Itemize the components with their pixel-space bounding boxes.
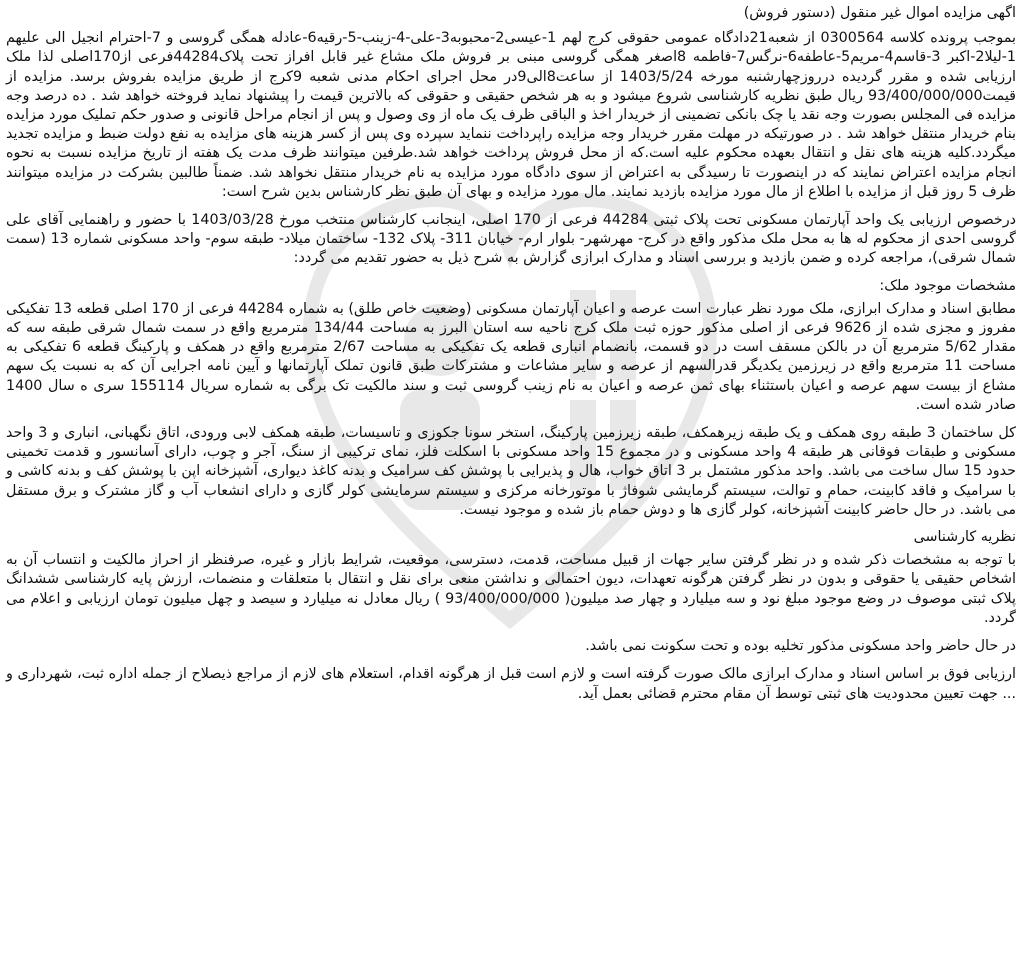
closing-note: ارزیابی فوق بر اساس اسناد و مدارک ابرازی مالک صورت گرفته است و لازم است قبل از هرگونه اقدام، استعلام های لازم از مراجع ذیصلاح از جمله اداره ثبت، شهرداری و ... جهت تعیین محدودیت های ثبتی توسط آن مقام محترم قضائی بعمل آید. — [6, 666, 1016, 702]
vacancy-note: در حال حاضر واحد مسکونی مذکور تخلیه بوده و تحت سکونت نمی باشد. — [585, 638, 1016, 655]
specs-paragraph-1: مطابق اسناد و مدارک ابرازی، ملک مورد نظر عبارت است عرصه و اعیان آپارتمان مسکونی (وضعیت خاص طلق) به شماره 44284 فرعی از 170 اصلی قطعه 13 تفکیکی مفروز و مجزی شده از 9626 فرعی از اصلی مذکور حوزه ثبت ملک کرج ناحیه سه استان البرز به مساحت 134/44 مترمربع واقع در سمت شمال شرقی طبقه سه که مقدار 5/62 مترمربع آن در بالکن مسقف است در دو قسمت، بانضمام انباری قطعه یک تفکیکی به مساحت 2/67 مترمربع واقع در همکف و پارکینگ قطعه 6 تفکیکی به مساحت 11 مترمربع واقع در زیرزمین یکدیگر قدرالسهم از عرصه و سایر مشاعات و مشترکات طبق قانون تملک آپارتمانها و آیین نامه اجرایی آن که به نسبت یک سهم مشاع از بیست سهم عرصه و اعیان باستثناء بهای ثمن عرصه و اعیان به نام زینب گروسی ثبت و سند مالکیت تک برگی به شماره سریال 155114 سری ه سال 1400 صادر شده است. — [6, 300, 1017, 413]
auction-notice — [6, 4, 1016, 704]
expert-paragraph: با توجه به مشخصات ذکر شده و در نظر گرفتن سایر جهات از قبیل مساحت، قدمت، دسترسی، موقعیت، شرایط بازار و غیره، صرفنظر از احراز مالکیت و انتساب آن به اشخاص حقیقی یا حقوقی و بدون در نظر گرفتن هرگونه تعهدات، دیون احتمالی و نداشتن منعی برای نقل و انتقال با متعلقات و منضمات، ارزش پایه کارشناسی ششدانگ پلاک ثبتی موصوف در وضع موجود مبلغ نود و سه میلیارد و چهار صد میلیون( 93/400/000/000 ) ریال معادل نه میلیارد و سیصد و چهل میلیون تومان ارزیابی و اعلام می گردد. — [6, 552, 1017, 626]
notice-title: اگهی مزایده اموال غیر منقول (دستور فروش) — [743, 5, 1016, 21]
specs-heading: مشخصات موجود ملک: — [879, 277, 1016, 294]
specs-paragraph-2: کل ساختمان 3 طبقه روی همکف و یک طبقه زیرهمکف، طبقه زیرزمین پارکینگ، استخر سونا جکوزی و تاسیسات، طبقه همکف لابی ورودی، اتاق نگهبانی، انباری و 3 واحد مسکونی و طبقات فوقانی هر طبقه 4 واحد مسکونی و در مجموع 15 واحد مسکونی با اسکلت فلز، نمای ترکیبی از سنگ، آجر و چوب، دارای آسانسور و قدمت تخمینی حدود 15 سال ساخت می باشد. واحد مذکور مشتمل بر 3 اتاق خواب، هال و پذیرایی با پوشش کف سرامیک و بدنه کاغذ دیواری، آشپزخانه اپن با پوشش کف و بدنه کاشی و با سرامیک و فاقد کابینت، حمام و توالت، سیستم گرمایشی شوفاژ با موتورخانه مرکزی و سیستم سرمایشی کولر گازی و دارای انشعاب آب و گاز مشترک و برق مستقل می باشد. در حال حاضر کابینت آشپزخانه، کولر گازی ها و دوش حمام باز شده و موجود نیست. — [6, 425, 1016, 518]
report-intro: درخصوص ارزیابی یک واحد آپارتمان مسکونی تحت پلاک ثبتی 44284 فرعی از 170 اصلی، اینجانب کارشناس منتخب مورخ 1403/03/28 با حضور و راهنمایی آقای علی گروسی احدی از محکوم له ها به محل ملک مذکور واقع در کرج- مهرشهر- بلوار ارم- خیابان 311- پلاک 132- ساختمان میلاد- طبقه سوم- واحد مسکونی شماره 13 (سمت شمال شرقی)، مراجعه کرده و ضمن بازدید و بررسی اسناد و مدارک ابرازی گزارش به شرح ذیل به حضور تقدیم می گردد: — [6, 212, 1017, 267]
expert-heading: نظریه کارشناسی — [913, 529, 1016, 546]
notice-intro: بموجب پرونده کلاسه 0300564 از شعبه21دادگاه عمومی حقوقی کرج لهم 1-عیسی2-محبوبه3-علی-4-زینب-5-رقیه6-عادله همگی گروسی و 7-احترام انجیل الی علیهم 1-لیلا2-اکبر 3-قاسم4-مریم5-عاطفه6-نرگس7-فاطمه 8اصغر همگی گروسی مبنی بر فروش ملک مشاع غیر قابل افراز تحت پلاک44284فرعی از170اصلی لذا ملک ارزیابی شده و مقرر گردیده درروزچهارشنبه مورخه 1403/5/24 از ساعت8الی9در محل اجرای احکام مدنی شعبه 9کرج از طریق مزایده بفروش برسد. مزایده از قیمت93/400/000/000 ریال طبق نظریه کارشناسی شروع میشود و به هر شخص حقیقی و حقوقی که بالاترین قیمت را پیشنهاد نماید فروخته خواهد شد . ده درصد وجه مزایده فی المجلس بصورت وجه نقد یا چک بانکی تضمینی از خریدار اخذ و الباقی ظرف یک ماه از وی وصول و پس از انجام مراحل قانونی و صدور حکم تملیک مورد مزایده بنام خریدار منتقل خواهد شد . در صورتیکه در مهلت مقرر خریدار وجه مزایده راپرداخت ننماید سپرده وی پس از کسر هزینه های مزایده به نفع دولت ضبط و مزایده تجدید میگردد.کلیه هزینه های نقل و انتقال بعهده محکوم علیه است.که از محل فروش پرداخت خواهد شد.طرفین میتوانند ظرف مدت یک هفته از تاریخ مزایده نسبت به نحوه انجام مزایده اعتراض نمایند که در اینصورت تا رسیدگی به اعتراض از سوی دادگاه مورد مزایده به نام خریدار منتقل نخواهد شد. ضمناً طالبین بشرکت در مزایده میتوانند ظرف 5 روز قبل از مزایده با اطلاع از مال مورد مزایده بازدید نمایند. مال مورد مزایده و بهای آن طبق نظر کارشناس بدین شرح است: — [6, 30, 1016, 200]
